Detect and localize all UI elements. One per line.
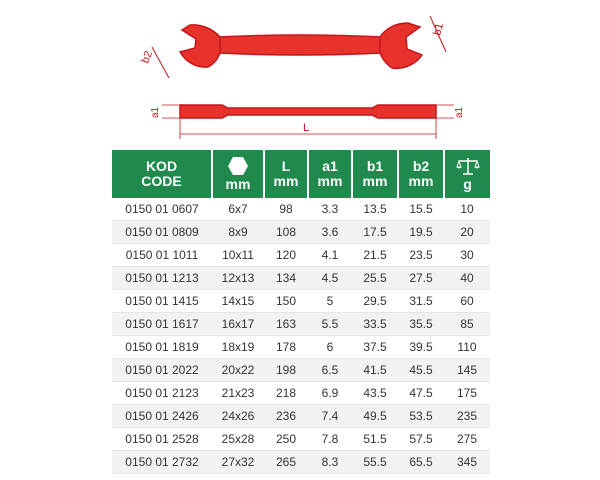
col-header-a1-line-2: mm (317, 173, 343, 189)
cell-l: 178 (264, 336, 308, 359)
col-header-size (212, 150, 264, 198)
cell-b2: 47.5 (398, 382, 444, 405)
col-header-code-line-2: CODE (141, 173, 182, 189)
cell-weight: 10 (444, 198, 490, 221)
cell-b1: 37.5 (352, 336, 398, 359)
cell-b2: 23.5 (398, 244, 444, 267)
cell-b2: 27.5 (398, 267, 444, 290)
cell-weight: 20 (444, 221, 490, 244)
col-header-l-line-2: mm (273, 173, 299, 189)
cell-weight: 175 (444, 382, 490, 405)
cell-a1: 7.4 (308, 405, 352, 428)
cell-l: 163 (264, 313, 308, 336)
cell-code: 0150 01 2528 (112, 428, 212, 451)
cell-b1: 41.5 (352, 359, 398, 382)
length-label: L (303, 122, 310, 134)
cell-b1: 17.5 (352, 221, 398, 244)
col-header-weight-unit: g (463, 176, 472, 192)
cell-a1: 6.5 (308, 359, 352, 382)
cell-weight: 145 (444, 359, 490, 382)
cell-a1: 5 (308, 290, 352, 313)
b1-label: b1 (431, 21, 447, 37)
cell-weight: 235 (444, 405, 490, 428)
cell-b1: 21.5 (352, 244, 398, 267)
cell-code: 0150 01 2022 (112, 359, 212, 382)
table-body (112, 198, 490, 474)
cell-weight: 110 (444, 336, 490, 359)
cell-b2: 57.5 (398, 428, 444, 451)
table-row (112, 359, 490, 382)
cell-l: 98 (264, 198, 308, 221)
cell-b2: 31.5 (398, 290, 444, 313)
cell-code: 0150 01 1819 (112, 336, 212, 359)
table-row (112, 451, 490, 474)
table-row (112, 290, 490, 313)
cell-b1: 55.5 (352, 451, 398, 474)
cell-l: 198 (264, 359, 308, 382)
cell-code: 0150 01 1617 (112, 313, 212, 336)
cell-b2: 35.5 (398, 313, 444, 336)
cell-b1: 29.5 (352, 290, 398, 313)
cell-b1: 13.5 (352, 198, 398, 221)
cell-a1: 4.5 (308, 267, 352, 290)
b2-label: b2 (139, 49, 156, 66)
table-row (112, 405, 490, 428)
cell-b2: 15.5 (398, 198, 444, 221)
cell-a1: 3.3 (308, 198, 352, 221)
col-header-a1 (308, 150, 352, 198)
table-row (112, 336, 490, 359)
cell-size: 14x15 (212, 290, 264, 313)
table-row (112, 221, 490, 244)
cell-b2: 39.5 (398, 336, 444, 359)
cell-l: 134 (264, 267, 308, 290)
cell-b2: 45.5 (398, 359, 444, 382)
cell-l: 120 (264, 244, 308, 267)
spec-table (112, 150, 490, 474)
cell-l: 236 (264, 405, 308, 428)
col-header-code-line-1: KOD (145, 158, 178, 174)
cell-weight: 275 (444, 428, 490, 451)
col-header-b1-line-1: b1 (366, 158, 384, 174)
wrench-side-view (150, 105, 465, 139)
cell-a1: 5.5 (308, 313, 352, 336)
col-header-l (264, 150, 308, 198)
col-header-b2-line-2: mm (408, 173, 434, 189)
col-header-b2-line-1: b2 (412, 158, 430, 174)
hexagon-icon (227, 156, 249, 176)
table-row (112, 244, 490, 267)
cell-a1: 8.3 (308, 451, 352, 474)
cell-size: 10x11 (212, 244, 264, 267)
col-header-size-unit: mm (225, 176, 251, 192)
cell-code: 0150 01 2426 (112, 405, 212, 428)
cell-l: 250 (264, 428, 308, 451)
wrench-top-view (140, 16, 447, 78)
wrench-side-profile (180, 105, 436, 118)
cell-weight: 85 (444, 313, 490, 336)
col-header-code (112, 150, 212, 198)
cell-code: 0150 01 0607 (112, 198, 212, 221)
table-row (112, 267, 490, 290)
cell-size: 6x7 (212, 198, 264, 221)
wrench-handle (218, 35, 382, 55)
col-header-a1-line-1: a1 (322, 158, 338, 174)
wrench-head-left (180, 25, 220, 67)
cell-size: 25x28 (212, 428, 264, 451)
cell-code: 0150 01 2732 (112, 451, 212, 474)
table-row (112, 382, 490, 405)
table-header-row (112, 150, 490, 198)
col-header-b1 (352, 150, 398, 198)
cell-a1: 4.1 (308, 244, 352, 267)
cell-weight: 30 (444, 244, 490, 267)
cell-size: 18x19 (212, 336, 264, 359)
col-header-b1-line-2: mm (362, 173, 388, 189)
cell-l: 265 (264, 451, 308, 474)
cell-size: 8x9 (212, 221, 264, 244)
table-row (112, 313, 490, 336)
cell-a1: 6.9 (308, 382, 352, 405)
cell-a1: 7.8 (308, 428, 352, 451)
col-header-l-line-1: L (281, 158, 291, 174)
table-row (112, 198, 490, 221)
cell-b1: 49.5 (352, 405, 398, 428)
cell-b2: 65.5 (398, 451, 444, 474)
a1-left-label: a1 (150, 106, 161, 118)
cell-b2: 53.5 (398, 405, 444, 428)
cell-code: 0150 01 0809 (112, 221, 212, 244)
cell-b1: 43.5 (352, 382, 398, 405)
cell-l: 150 (264, 290, 308, 313)
cell-b1: 33.5 (352, 313, 398, 336)
cell-a1: 6 (308, 336, 352, 359)
cell-size: 27x32 (212, 451, 264, 474)
scale-icon (456, 156, 480, 176)
cell-code: 0150 01 1213 (112, 267, 212, 290)
col-header-b2 (398, 150, 444, 198)
cell-l: 108 (264, 221, 308, 244)
cell-l: 218 (264, 382, 308, 405)
cell-code: 0150 01 2123 (112, 382, 212, 405)
cell-b1: 51.5 (352, 428, 398, 451)
wrench-drawing (0, 0, 600, 150)
table-row (112, 428, 490, 451)
cell-size: 20x22 (212, 359, 264, 382)
cell-weight: 40 (444, 267, 490, 290)
cell-b1: 25.5 (352, 267, 398, 290)
b2-dimension-line (152, 47, 169, 78)
cell-code: 0150 01 1415 (112, 290, 212, 313)
cell-a1: 3.6 (308, 221, 352, 244)
cell-size: 24x26 (212, 405, 264, 428)
cell-b2: 19.5 (398, 221, 444, 244)
cell-size: 16x17 (212, 313, 264, 336)
cell-weight: 345 (444, 451, 490, 474)
cell-code: 0150 01 1011 (112, 244, 212, 267)
a1-right-label: a1 (454, 106, 465, 118)
wrench-head-right (380, 23, 422, 68)
cell-weight: 60 (444, 290, 490, 313)
cell-size: 21x23 (212, 382, 264, 405)
col-header-weight (444, 150, 490, 198)
cell-size: 12x13 (212, 267, 264, 290)
